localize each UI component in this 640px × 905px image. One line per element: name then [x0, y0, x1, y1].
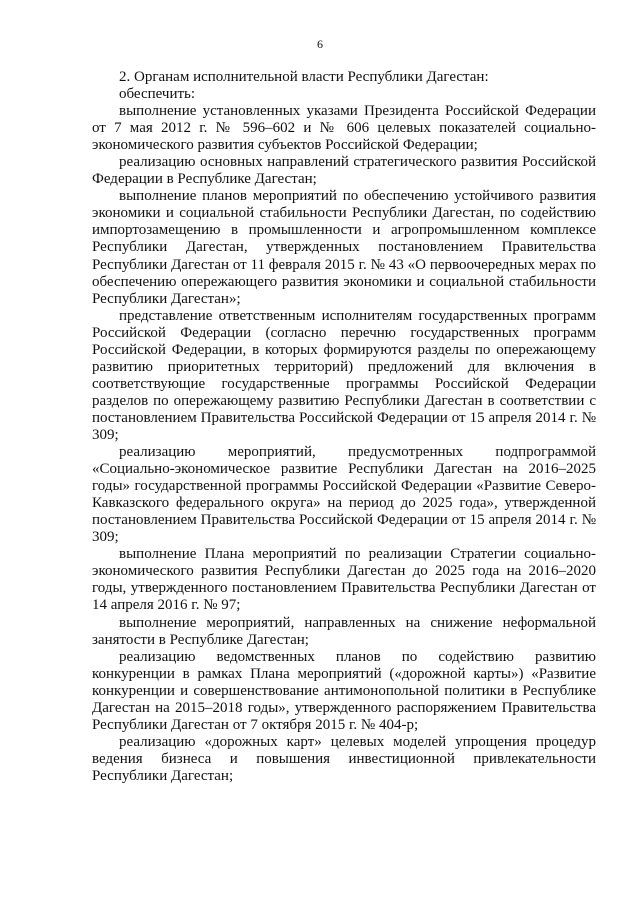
paragraph: представление ответственным исполнителям государственных программ Российской Федерации (согласно перечню государственных программ Российской Федерации, в которых формируются разделы по опережающему развитию приоритетных территорий) предложений для включения в соответствующие государственные программы Российской Федерации разделов по опережающему развитию Республики Дагестан в соответствии с постановлением Правительства Российской Федерации от 15 апреля 2014 г. № 309;: [92, 307, 596, 443]
page-number: 6: [317, 37, 323, 51]
paragraph: выполнение мероприятий, направленных на снижение неформальной занятости в Республике Дагестан;: [92, 614, 596, 648]
paragraph: выполнение Плана мероприятий по реализации Стратегии социально-экономического развития Республики Дагестан до 2025 года на 2016–2020 годы, утвержденного постановлением Правительства Республики Дагестан от 14 апреля 2016 г. № 97;: [92, 546, 596, 614]
paragraph: реализацию основных направлений стратегического развития Российской Федерации в Республике Дагестан;: [92, 154, 596, 188]
document-body: [92, 69, 596, 785]
paragraph: реализацию ведомственных планов по содействию развитию конкуренции в рамках Плана мероприятий («дорожной карты») «Развитие конкуренции и совершенствование антимонопольной политики в Республике Дагестан на 2015–2018 годы», утвержденного распоряжением Правительства Республики Дагестан от 7 октября 2015 г. № 404-р;: [92, 648, 596, 733]
paragraph: выполнение установленных указами Президента Российской Федерации от 7 мая 2012 г. № 596–602 и № 606 целевых показателей социально-экономического развития субъектов Российской Федерации;: [92, 103, 596, 154]
paragraph: реализацию мероприятий, предусмотренных подпрограммой «Социально-экономическое развитие Республики Дагестан на 2016–2025 годы» государственной программы Российской Федерации «Развитие Северо-Кавказского федерального округа» на период до 2025 года», утвержденной постановлением Правительства Российской Федерации от 15 апреля 2014 г. № 309;: [92, 444, 596, 546]
section-heading: 2. Органам исполнительной власти Республики Дагестан:: [119, 69, 489, 85]
paragraph: обеспечить:: [119, 86, 196, 103]
paragraph: реализацию «дорожных карт» целевых моделей упрощения процедур ведения бизнеса и повышения инвестиционной привлекательности Республики Дагестан;: [92, 733, 596, 784]
paragraph: выполнение планов мероприятий по обеспечению устойчивого развития экономики и социальной стабильности Республики Дагестан, по содействию импортозамещению в промышленности и агропромышленном комплексе Республики Дагестан, утвержденных постановлением Правительства Республики Дагестан от 11 февраля 2015 г. № 43 «О первоочередных мерах по обеспечению опережающего развития экономики и социальной стабильности Республики Дагестан»;: [92, 188, 596, 307]
